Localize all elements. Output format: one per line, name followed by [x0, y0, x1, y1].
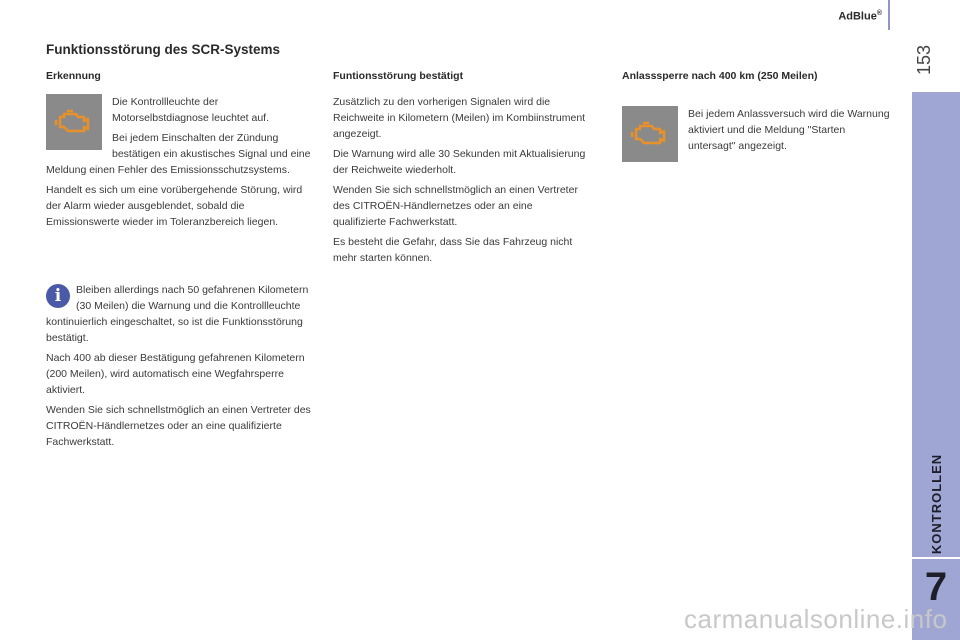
header-divider: [888, 0, 890, 30]
chapter-number: 7: [924, 565, 948, 609]
page-number: 153: [914, 44, 934, 76]
engine-warning-icon: [622, 106, 678, 162]
confirmed-text-3: Wenden Sie sich schnellstmöglich an einen Vertreter des CITROËN-Händlernetzes oder an eine qualifizierte Fachwerkstatt.: [333, 184, 578, 228]
heading-detection: Erkennung: [46, 70, 101, 82]
start-lock-text: Bei jedem Anlassversuch wird die Warnung aktiviert und die Meldung "Starten untersagt" angezeigt.: [688, 108, 890, 152]
heading-confirmed: Funtionsstörung bestätigt: [333, 70, 464, 82]
detection-text-1: Die Kontrollleuchte der Motorselbstdiagnose leuchtet auf.: [112, 96, 270, 124]
info-note: [46, 282, 316, 450]
watermark: carmanualsonline.info: [684, 604, 948, 634]
info-text-2: Nach 400 ab dieser Bestätigung gefahrenen Kilometern (200 Meilen), wird automatisch eine Wegfahrsperre aktiviert.: [46, 352, 305, 396]
confirmed-text-1: Zusätzlich zu den vorherigen Signalen wird die Reichweite in Kilometern (Meilen) im Kombiinstrument angezeigt.: [333, 96, 586, 140]
column-confirmed: [333, 68, 588, 270]
engine-warning-icon: [46, 94, 102, 150]
info-icon: i: [46, 284, 70, 308]
confirmed-text-2: Die Warnung wird alle 30 Sekunden mit Aktualisierung der Reichweite wiederholt.: [333, 148, 586, 176]
chapter-label: KONTROLLEN: [929, 453, 944, 555]
column-detection: [46, 68, 316, 454]
info-text-3: Wenden Sie sich schnellstmöglich an einen Vertreter des CITROËN-Händlernetzes oder an eine qualifizierte Fachwerkstatt.: [46, 404, 311, 448]
section-header: AdBlue®: [838, 10, 882, 23]
detection-text-3: Handelt es sich um eine vorübergehende Störung, wird der Alarm wieder ausgeblendet, sobald die Emissionswerte wieder im Toleranzbereich liegen.: [46, 184, 303, 228]
heading-start-lock: Anlasssperre nach 400 km (250 Meilen): [622, 70, 818, 82]
info-text-1: Bleiben allerdings nach 50 gefahrenen Kilometern (30 Meilen) die Warnung und die Kontrollleuchte kontinuierlich eingeschaltet, so ist die Funktionsstörung bestätigt.: [46, 284, 309, 344]
chapter-tab: [912, 92, 960, 640]
detection-text-2: Bei jedem Einschalten der Zündung bestätigen ein akustisches Signal und eine Meldung einen Fehler des Emissionsschutzsystems.: [46, 132, 311, 176]
column-start-lock: [622, 68, 892, 158]
page-title: Funktionsstörung des SCR-Systems: [46, 42, 281, 57]
confirmed-text-4: Es besteht die Gefahr, dass Sie das Fahrzeug nicht mehr starten können.: [333, 236, 573, 264]
